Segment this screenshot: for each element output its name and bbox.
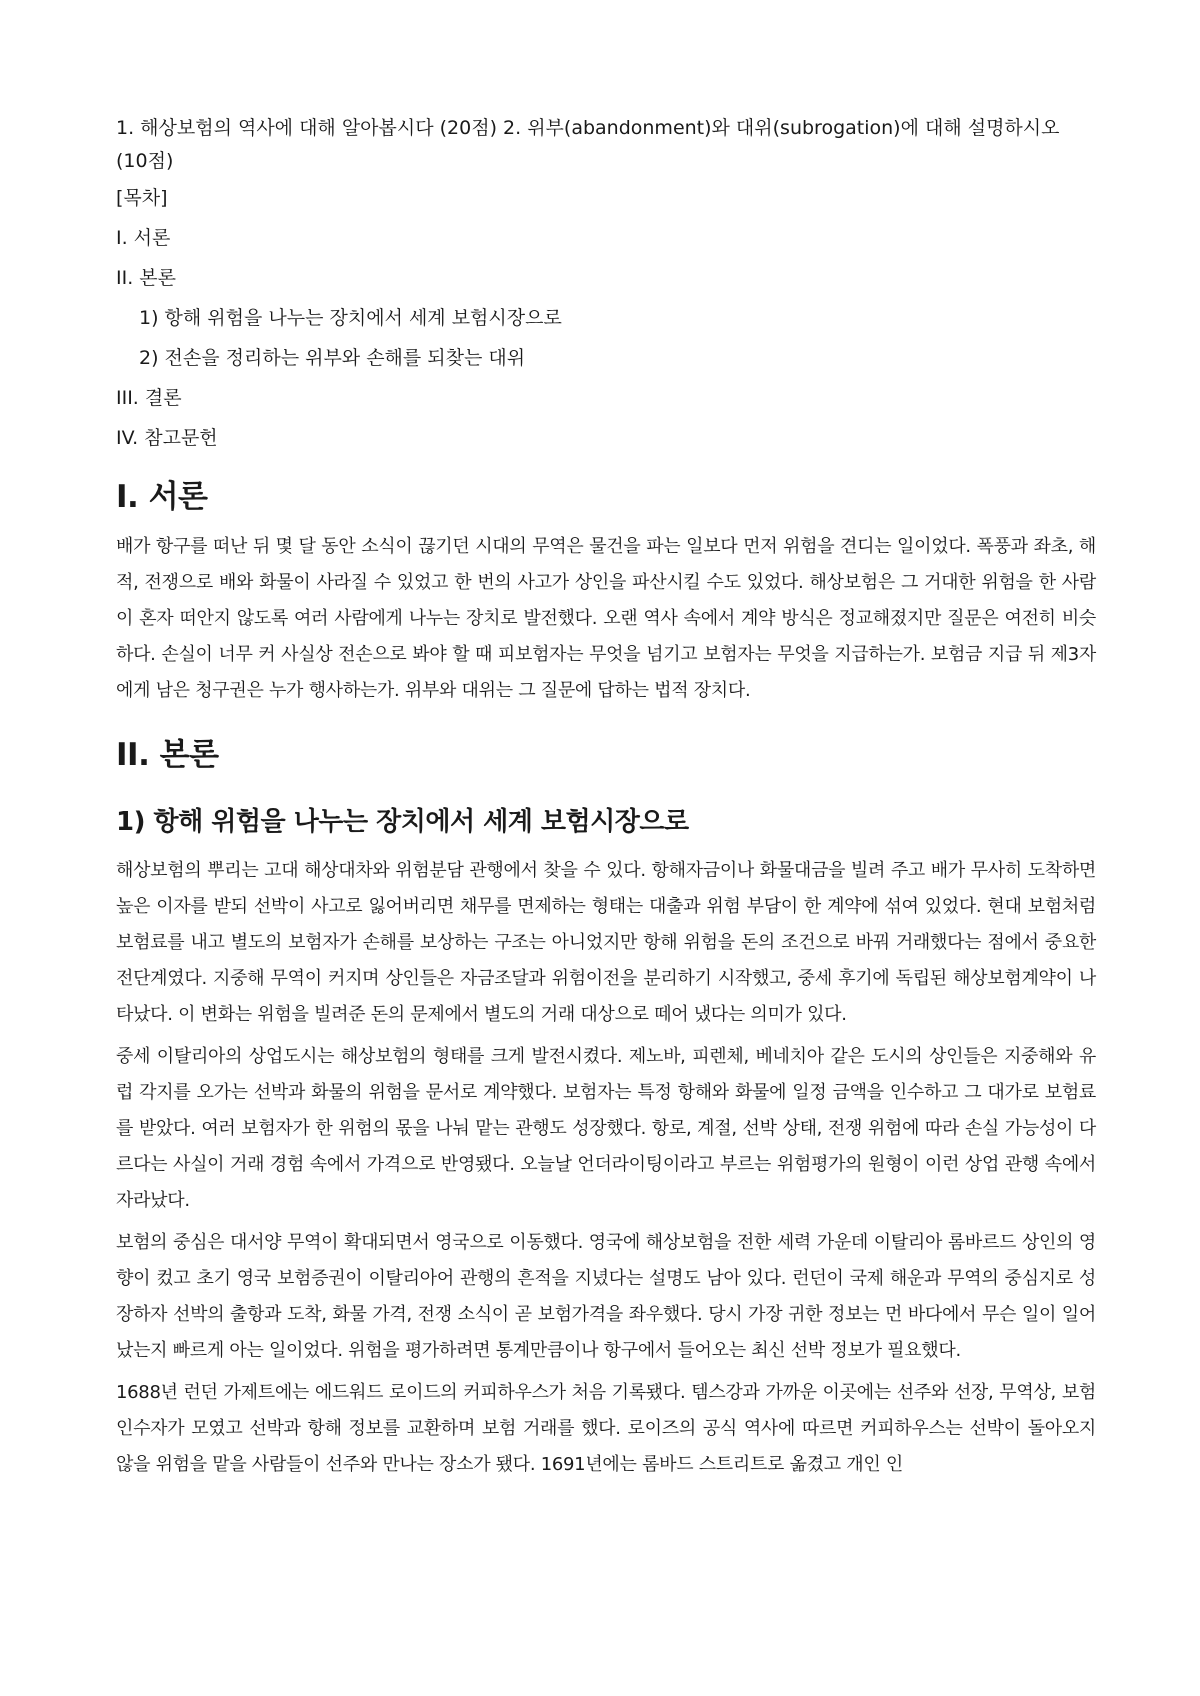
toc-item-body-sub1: 1) 항해 위험을 나누는 장치에서 세계 보험시장으로 <box>139 307 562 329</box>
toc-item-body-sub2: 2) 전손을 정리하는 위부와 손해를 되찾는 대위 <box>139 347 526 369</box>
toc-item-references: IV. 참고문헌 <box>116 427 218 449</box>
body-paragraph: 보험의 중심은 대서양 무역이 확대되면서 영국으로 이동했다. 영국에 해상보험을 전한 세력 가운데 이탈리아 롬바르드 상인의 영향이 컸고 초기 영국 보험증권이 이탈리아어 관행의 흔적을 지녔다는 설명도 남아 있다. 런던이 국제 해운과 무역의 중심지로 성장하자 선박의 출항과 도착, 화물 가격, 전쟁 소식이 곧 보험가격을 좌우했다. 당시 가장 귀한 정보는 먼 바다에서 무슨 일이 일어났는지 빠르게 아는 일이었다. 위험을 평가하려면 통계만큼이나 항구에서 들어오는 최신 선박 정보가 필요했다. <box>116 1232 1096 1361</box>
toc-item-body: II. 본론 <box>116 267 176 289</box>
intro-paragraph: 배가 항구를 떠난 뒤 몇 달 동안 소식이 끊기던 시대의 무역은 물건을 파는 일보다 먼저 위험을 견디는 일이었다. 폭풍과 좌초, 해적, 전쟁으로 배와 화물이 사라질 수 있었고 한 번의 사고가 상인을 파산시킬 수도 있었다. 해상보험은 그 거대한 위험을 한 사람이 혼자 떠안지 않도록 여러 사람에게 나누는 장치로 발전했다. 오랜 역사 속에서 계약 방식은 정교해졌지만 질문은 여전히 비슷하다. 손실이 너무 커 사실상 전손으로 봐야 할 때 피보험자는 무엇을 넘기고 보험자는 무엇을 지급하는가. 보험금 지급 뒤 제3자에게 남은 청구권은 누가 행사하는가. 위부와 대위는 그 질문에 답하는 법적 장치다. <box>116 536 1096 701</box>
body-paragraph: 해상보험의 뿌리는 고대 해상대차와 위험분담 관행에서 찾을 수 있다. 항해자금이나 화물대금을 빌려 주고 배가 무사히 도착하면 높은 이자를 받되 선박이 사고로 잃어버리면 채무를 면제하는 형태는 대출과 위험 부담이 한 계약에 섞여 있었다. 현대 보험처럼 보험료를 내고 별도의 보험자가 손해를 보상하는 구조는 아니었지만 항해 위험을 돈의 조건으로 바꿔 거래했다는 점에서 중요한 전단계였다. 지중해 무역이 커지며 상인들은 자금조달과 위험이전을 분리하기 시작했고, 중세 후기에 독립된 해상보험계약이 나타났다. 이 변화는 위험을 빌려준 돈의 문제에서 별도의 거래 대상으로 떼어 냈다는 의미가 있다. <box>116 860 1096 1025</box>
subsection-1-heading: 1) 항해 위험을 나누는 장치에서 세계 보험시장으로 <box>116 807 689 837</box>
toc-item-intro: I. 서론 <box>116 227 171 249</box>
body-paragraph: 1688년 런던 가제트에는 에드워드 로이드의 커피하우스가 처음 기록됐다. 템스강과 가까운 이곳에는 선주와 선장, 무역상, 보험 인수자가 모였고 선박과 항해 정보를 교환하며 보험 거래를 했다. 로이즈의 공식 역사에 따르면 커피하우스는 선박이 돌아오지 않을 위험을 맡을 사람들이 선주와 만나는 장소가 됐다. 1691년에는 롬바드 스트리트로 옮겼고 개인 인 <box>116 1382 1096 1475</box>
document-page <box>116 112 1096 1489</box>
table-of-contents <box>116 185 1096 451</box>
body-heading: II. 본론 <box>116 737 219 773</box>
question-prompt: 1. 해상보험의 역사에 대해 알아봅시다 (20점) 2. 위부(abandonment)와 대위(subrogation)에 대해 설명하시오 (10점) <box>116 117 1060 172</box>
toc-heading: [목차] <box>116 187 168 209</box>
toc-item-conclusion: III. 결론 <box>116 387 182 409</box>
body-paragraph: 중세 이탈리아의 상업도시는 해상보험의 형태를 크게 발전시켰다. 제노바, 피렌체, 베네치아 같은 도시의 상인들은 지중해와 유럽 각지를 오가는 선박과 화물의 위험을 문서로 계약했다. 보험자는 특정 항해와 화물에 일정 금액을 인수하고 그 대가로 보험료를 받았다. 여러 보험자가 한 위험의 몫을 나눠 맡는 관행도 성장했다. 항로, 계절, 선박 상태, 전쟁 위험에 따라 손실 가능성이 다르다는 사실이 거래 경험 속에서 가격으로 반영됐다. 오늘날 언더라이팅이라고 부르는 위험평가의 원형이 이런 상업 관행 속에서 자라났다. <box>116 1046 1096 1211</box>
intro-heading: I. 서론 <box>116 479 208 515</box>
